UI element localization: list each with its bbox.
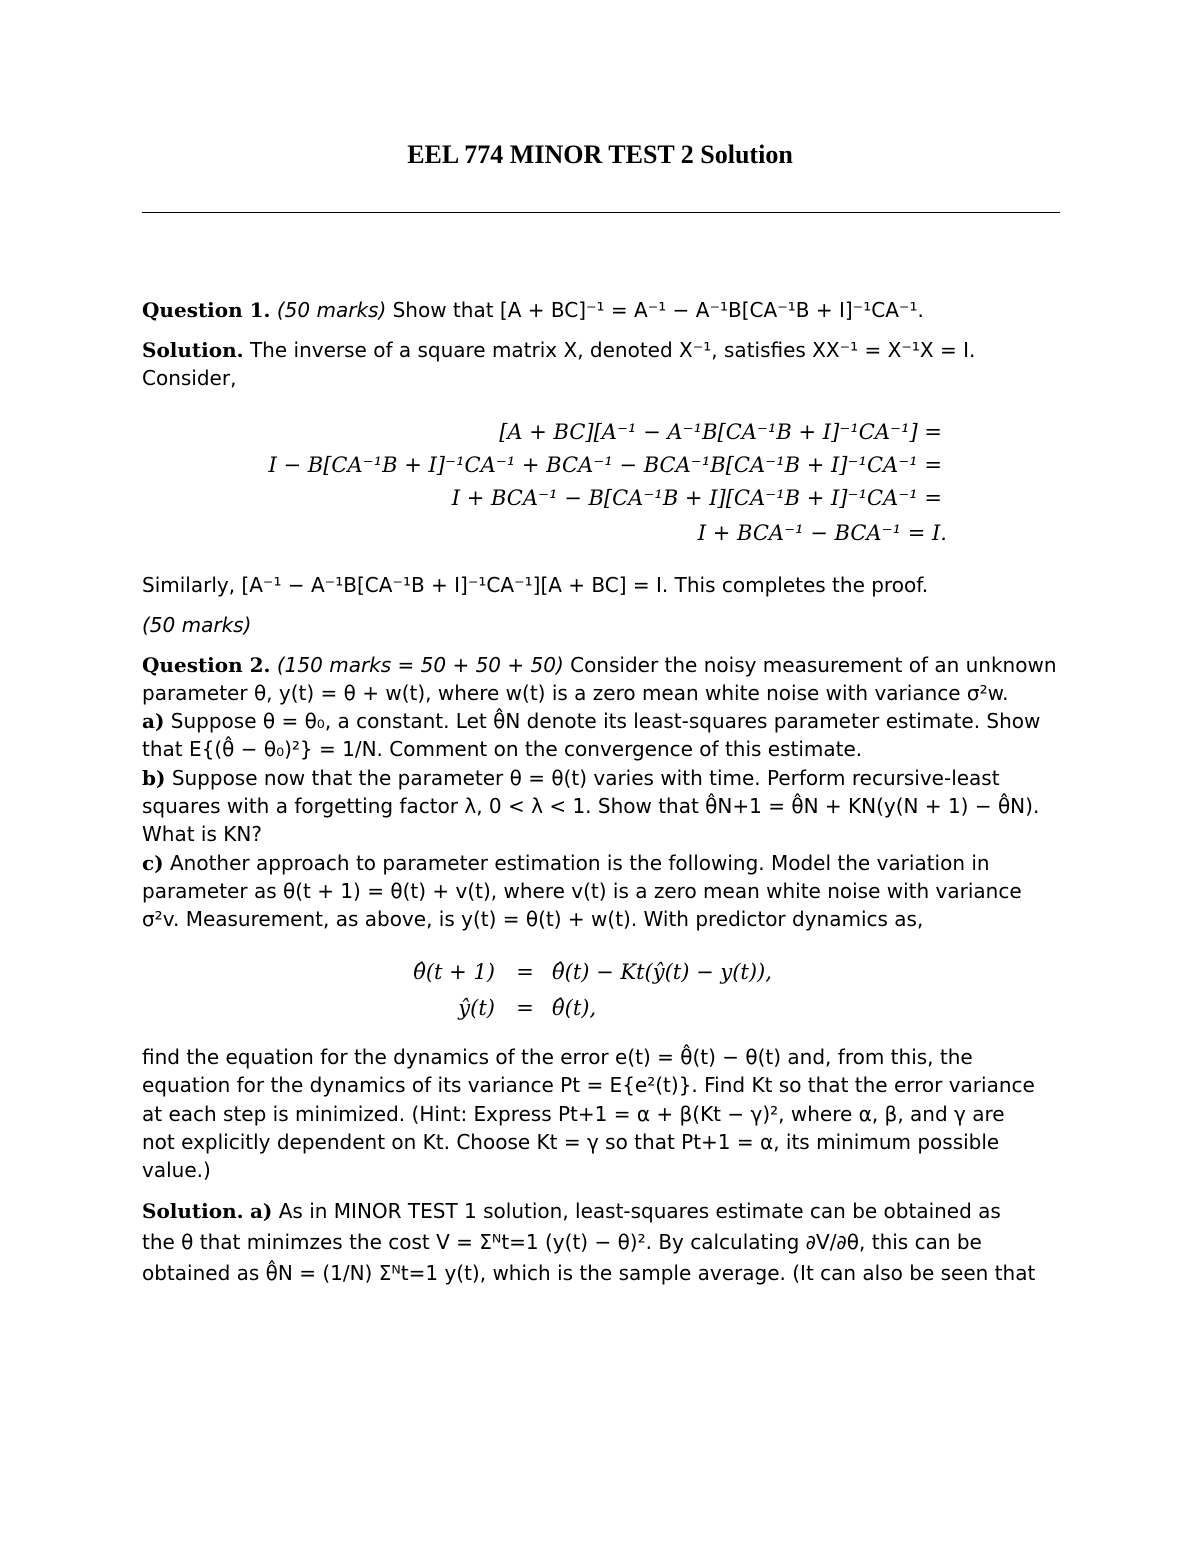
part-a-label: a) <box>142 709 165 733</box>
solution-2-part-a-label: a) <box>249 1199 273 1223</box>
question-1-text: Show that [A + BC]⁻¹ = A⁻¹ − A⁻¹B[CA⁻¹B + I]⁻¹CA⁻¹. <box>392 298 924 322</box>
predictor-eq-1-equals: = <box>516 960 534 984</box>
question-1-label: Question 1. <box>142 298 271 322</box>
part-c-text: Another approach to parameter estimation is the following. Model the variation in <box>170 851 990 875</box>
part-b-text: Suppose now that the parameter θ = θ(t) varies with time. Perform recursive-least <box>171 766 1000 790</box>
part-b-label: b) <box>142 766 166 790</box>
solution-2-line-1 <box>142 1197 1060 1225</box>
part-c-line-5: equation for the dynamics of its variance Pt = E{e²(t)}. Find Kt so that the error variance <box>142 1073 1035 1097</box>
solution-2-line-2: the θ that minimzes the cost V = Σᴺt=1 (y(t) − θ)². By calculating ∂V/∂θ, this can be <box>142 1230 982 1254</box>
part-c-label: c) <box>142 851 164 875</box>
question-2-line-1 <box>142 651 1060 679</box>
question-2-line-2: parameter θ, y(t) = θ + w(t), where w(t) is a zero mean white noise with variance σ²w. <box>142 681 1009 705</box>
solution-1-line-2: Consider, <box>142 366 237 390</box>
equation-line-3: I + BCA⁻¹ − B[CA⁻¹B + I][CA⁻¹B + I]⁻¹CA⁻¹ = <box>451 486 942 510</box>
title-divider <box>142 212 1060 213</box>
predictor-eq-2-equals: = <box>516 996 534 1020</box>
equation-line-1: [A + BC][A⁻¹ − A⁻¹B[CA⁻¹B + I]⁻¹CA⁻¹] = <box>499 420 942 444</box>
part-c-line-7: not explicitly dependent on Kt. Choose Kt = γ so that Pt+1 = α, its minimum possible <box>142 1130 1000 1154</box>
part-b-line-3: What is KN? <box>142 822 262 846</box>
question-2-marks: (150 marks = 50 + 50 + 50) <box>276 653 564 677</box>
solution-1-conclusion: Similarly, [A⁻¹ − A⁻¹B[CA⁻¹B + I]⁻¹CA⁻¹][A + BC] = I. This completes the proof. <box>142 573 929 597</box>
predictor-eq-2-lhs: ŷ(t) <box>458 996 495 1020</box>
part-c-line-6: at each step is minimized. (Hint: Express Pt+1 = α + β(Kt − γ)², where α, β, and γ are <box>142 1102 1005 1126</box>
solution-2-text: As in MINOR TEST 1 solution, least-squares estimate can be obtained as <box>278 1199 1001 1223</box>
part-a-text: Suppose θ = θ₀, a constant. Let θ̂N denote its least-squares parameter estimate. Show <box>170 709 1041 733</box>
predictor-eq-1-lhs: θ̂(t + 1) <box>413 960 495 984</box>
equation-line-2: I − B[CA⁻¹B + I]⁻¹CA⁻¹ + BCA⁻¹ − BCA⁻¹B[CA⁻¹B + I]⁻¹CA⁻¹ = <box>268 453 942 477</box>
part-a-line-2: that E{(θ̂ − θ₀)²} = 1/N. Comment on the convergence of this estimate. <box>142 737 863 761</box>
part-c-line-2: parameter as θ(t + 1) = θ(t) + v(t), where v(t) is a zero mean white noise with variance <box>142 879 1022 903</box>
equation-line-4: I + BCA⁻¹ − BCA⁻¹ = I. <box>697 521 947 545</box>
solution-1-line-1 <box>142 336 1060 364</box>
predictor-eq-1-rhs: θ̂(t) − Kt(ŷ(t) − y(t)), <box>552 960 772 984</box>
solution-1-marks: (50 marks) <box>142 613 252 637</box>
predictor-eq-2-rhs: θ̂(t), <box>552 996 597 1020</box>
part-a-line-1 <box>142 707 1060 735</box>
part-b-line-1 <box>142 764 1060 792</box>
question-2-label: Question 2. <box>142 653 271 677</box>
page-title: EEL 774 MINOR TEST 2 Solution <box>407 140 793 169</box>
part-c-line-8: value.) <box>142 1158 211 1182</box>
part-c-line-3: σ²v. Measurement, as above, is y(t) = θ(t) + w(t). With predictor dynamics as, <box>142 907 924 931</box>
question-1 <box>142 296 1060 324</box>
solution-1-text: The inverse of a square matrix X, denoted X⁻¹, satisfies XX⁻¹ = X⁻¹X = I. <box>249 338 976 362</box>
question-1-marks: (50 marks) <box>276 298 387 322</box>
part-c-line-4: find the equation for the dynamics of the error e(t) = θ̂(t) − θ(t) and, from this, the <box>142 1045 973 1069</box>
part-b-line-2: squares with a forgetting factor λ, 0 < λ < 1. Show that θ̂N+1 = θ̂N + KN(y(N + 1) − θ̂N). <box>142 794 1040 818</box>
solution-1-label: Solution. <box>142 338 244 362</box>
part-c-line-1 <box>142 849 1060 877</box>
question-2-text: Consider the noisy measurement of an unknown <box>570 653 1057 677</box>
solution-2-label: Solution. <box>142 1199 244 1223</box>
solution-2-line-3: obtained as θ̂N = (1/N) Σᴺt=1 y(t), which is the sample average. (It can also be seen that <box>142 1261 1036 1285</box>
